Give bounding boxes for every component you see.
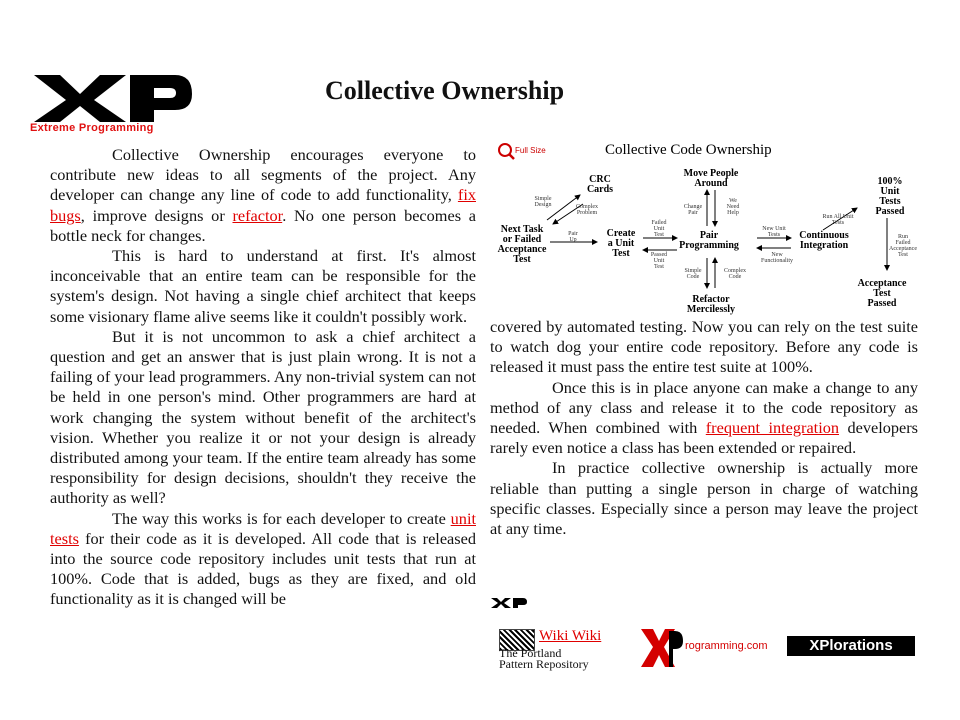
xplorations-link[interactable]: XPlorations: [787, 636, 915, 656]
xp-logo-mark: [30, 70, 195, 124]
create-unit-test-node: Create a Unit Test: [606, 228, 636, 259]
unit-tests-link[interactable]: unit tests: [50, 508, 476, 548]
text: for their code as it is developed. All code that is released into the source code repository includes unit tests that run at 100%. Code that is added, bugs as they are fixed, and old functionality as it is changed will be: [50, 528, 476, 609]
right-column: [490, 317, 918, 539]
page-title: Collective Ownership: [325, 76, 565, 105]
text: developers rarely even notice a class has been extended or repaired.: [490, 418, 919, 458]
text: , improve designs or: [80, 205, 233, 225]
passed-unit-test-label: Passed Unit Test: [650, 252, 668, 270]
text: Collective Ownership encourages everyone to contribute new ideas to all segments of the project. Any developer can change any line of code to add functionality,: [50, 145, 476, 205]
continuous-integration-node: Continuous Integration: [799, 230, 849, 251]
paragraph: [490, 378, 918, 459]
run-failed-acceptance-label: Run Failed Acceptance Test: [889, 234, 917, 258]
frequent-integration-link[interactable]: frequent integration: [705, 418, 840, 438]
wiki-subtitle-2: Pattern Repository: [499, 657, 589, 671]
paragraph: This is hard to understand at first. It's almost inconceivable that an entire team can be responsible for the system's design. Not having a single chief architect that keeps some visionary flame alive seems like it couldn't possibly work.: [50, 246, 476, 326]
paragraph: [50, 145, 476, 246]
full-size-label: Full Size: [515, 146, 546, 155]
new-unit-tests-label: New Unit Tests: [762, 226, 786, 238]
pair-up-label: Pair Up: [568, 231, 578, 243]
xp-logo: [30, 70, 195, 135]
complex-problem-label: Complex Problem: [576, 204, 598, 216]
pair-programming-node: Pair Programming: [679, 230, 739, 251]
move-people-node: Move People Around: [683, 168, 739, 189]
diagram-title: Collective Code Ownership: [605, 142, 772, 158]
diagram-edge-labels: [534, 196, 917, 280]
wiki-wiki-link[interactable]: Wiki Wiki: [539, 628, 602, 644]
we-need-help-label: We Need Help: [726, 198, 740, 216]
full-size-button[interactable]: [499, 144, 546, 159]
unit-tests-passed-node: 100% Unit Tests Passed: [875, 176, 905, 217]
run-all-unit-tests-label: Run All Unit Tests: [822, 214, 854, 226]
collective-code-ownership-diagram: [495, 138, 920, 318]
refactor-node: Refactor Mercilessly: [686, 294, 736, 315]
text: . No one person becomes a bottle neck for changes.: [50, 205, 477, 245]
xp-red-logo-icon: [639, 625, 683, 669]
small-xp-logo: [489, 596, 529, 615]
wiki-subtitle-1: The Portland: [499, 646, 562, 660]
paragraph: But it is not uncommon to ask a chief architect a question and get an answer that is just plain wrong. It is not a failing of your lead programmers. Any non-trivial system can not be held in one person's mind. Other programmers are hard at work changing the system without benefit of the architect's vision. Whether you realize it or not your design is already distributed among your team. If the entire team already has some responsibility for design decisions, shouldn't they receive the authority as well?: [50, 326, 476, 508]
wiki-wiki-banner[interactable]: [497, 627, 637, 669]
complex-code-label: Complex Code: [724, 268, 746, 280]
text: The way this works is for each developer to create: [112, 508, 451, 528]
paragraph: [50, 509, 476, 610]
xprogramming-link[interactable]: rogramming.com: [685, 640, 768, 652]
xprogramming-banner[interactable]: [639, 625, 779, 669]
logo-tagline: Extreme Programming: [30, 122, 195, 135]
footer-banners: [497, 625, 917, 670]
acceptance-passed-node: Acceptance Test Passed: [857, 278, 907, 309]
paragraph: covered by automated testing. Now you can rely on the test suite to watch dog your entire code repository. Before any code is released it must pass the entire test suite at 100%.: [490, 317, 918, 377]
next-task-node: Next Task or Failed Acceptance Test: [497, 224, 547, 265]
failed-unit-test-label: Failed Unit Test: [651, 220, 667, 238]
change-pair-label: Change Pair: [683, 204, 703, 216]
refactor-link[interactable]: refactor: [232, 205, 283, 225]
left-column: [50, 145, 476, 610]
crc-cards-node: CRC Cards: [586, 174, 614, 195]
text: Once this is in place anyone can make a change to any method of any class and release it to the code repository as needed. When combined with: [490, 377, 918, 438]
simple-code-label: Simple Code: [684, 268, 702, 280]
new-functionality-label: New Functionality: [761, 252, 793, 264]
paragraph: In practice collective ownership is actually more reliable than putting a single person in charge of watching specific classes. Especially since a person may leave the project at any time.: [490, 458, 918, 539]
fix-bugs-link[interactable]: fix bugs: [50, 185, 476, 225]
simple-design-label: Simple Design: [534, 196, 552, 208]
